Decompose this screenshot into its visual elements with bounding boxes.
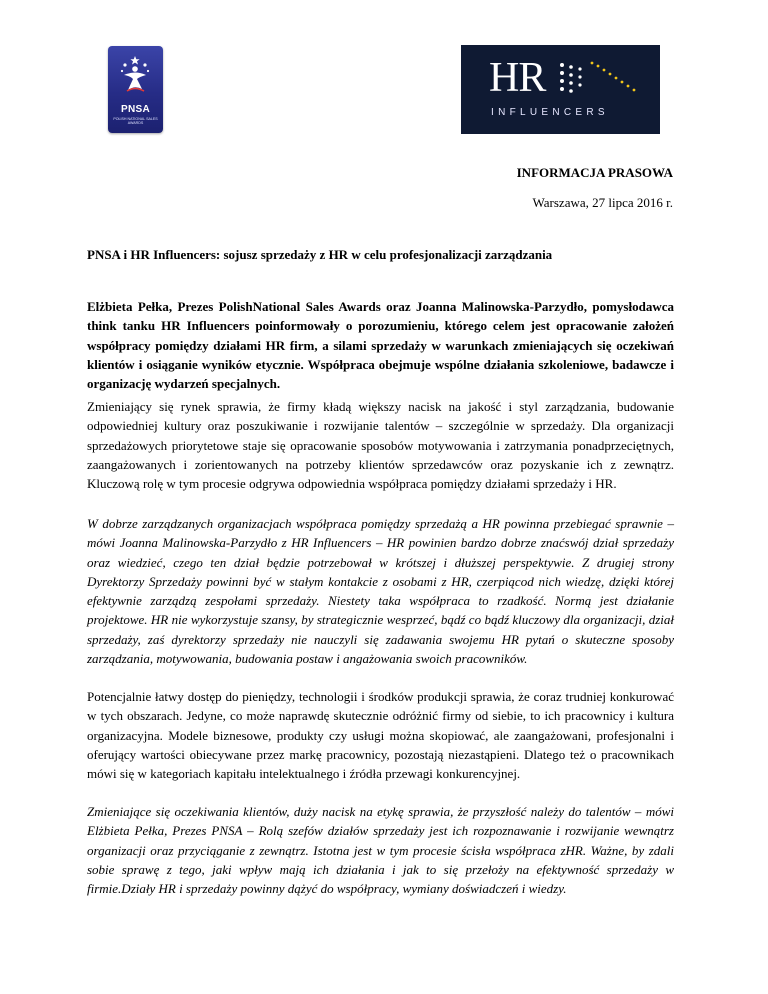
pnsa-logo-text: PNSA: [121, 104, 150, 115]
pnsa-logo: [108, 46, 163, 133]
quote-paragraph: Zmieniające się oczekiwania klientów, duży nacisk na etykę sprawia, że przyszłość należy do talentów – mówi Elżbieta Pełka, Prezes PNSA – Rolą szefów działów sprzedaży jest ich rozpoznawanie i rozwijanie wewnątrz organizacji oraz przyciąganie z zewnątrz. Istotna jest w tym procesie ścisła współpraca zHR. Ważne, by zdali sobie sprawę z tego, jaki wpływ mają ich działania i jak to się przełoży na efektywność sprzedaży w firmie.Działy HR i sprzedaży powinny dążyć do współpracy, wymiany doświadczeń i wiedzy.: [87, 804, 674, 897]
pnsa-logo-subtitle: POLISH NATIONAL SALES AWARDS: [113, 117, 158, 126]
hr-dots-icon: [556, 61, 646, 101]
headline: PNSA i HR Influencers: sojusz sprzedaży z HR w celu profesjonalizacji zarządzania: [87, 247, 553, 262]
hr-logo-subtitle: INFLUENCERS: [491, 107, 609, 118]
press-release-label: INFORMACJA PRASOWA: [516, 165, 673, 180]
body-paragraph: Potencjalnie łatwy dostęp do pieniędzy, technologii i środków produkcji sprawia, że coraz trudniej konkurować w tych obszarach. Jedyne, co może naprawdę skutecznie odróżnić firmy od siebie, to ich pracownicy i kultura organizacyjna. Modele biznesowe, produkty czy usługi można skopiować, ale zaangażowani, profesjonalni i oferujący wartości obiecywane przez markę pracownicy, pozostają niezastąpieni. Dlatego też o pracownikach mówi się w kategoriach kapitału intelektualnego i źródła przewagi konkurencyjnej.: [87, 689, 674, 782]
body-paragraph: Zmieniający się rynek sprawia, że firmy kładą większy nacisk na jakość i styl zarządzania, budowanie odpowiedniej kultury oraz poszukiwanie i rozwijanie talentów – szczególnie w sprzedaży. Dla organizacji sprzedażowych priorytetowe staje się opracowanie sposobów motywowania i zatrzymania ponadprzeciętnych, zaangażowanych i zorientowanych na potrzeby klientów sprzedawców oraz pozyskanie ich z zewnątrz. Kluczową rolę w tym procesie odgrywa odpowiednia współpraca pomiędzy działami sprzedaży i HR.: [87, 399, 674, 492]
pnsa-star-figure-icon: [118, 55, 153, 95]
hr-logo-text: HR: [489, 55, 546, 101]
hr-influencers-logo: [461, 45, 660, 134]
dateline: Warszawa, 27 lipca 2016 r.: [532, 195, 673, 210]
quote-paragraph: W dobrze zarządzanych organizacjach współpraca pomiędzy sprzedażą a HR powinna przebiegać sprawnie – mówi Joanna Malinowska-Parzydło z HR Influencers – HR powinien bardzo dobrze znaćswój dział sprzedaży oraz wiedzieć, czego ten dział będzie potrzebował w krótszej i dłuższej perspektywie. Z drugiej strony Dyrektorzy Sprzedaży powinni być w stałym kontakcie z osobami z HR, czerpiącod nich wiedzę, dzięki której efektywnie zarządzą zespołami sprzedaży. Niestety taka współpraca to rzadkość. Normą jest działanie projektowe. HR nie wykorzystuje szansy, by strategicznie wesprzeć, bądź co bądź kluczowy dla organizacji, dział sprzedaży, zaś dyrektorzy sprzedaży nie nauczyli się zadawania swojemu HR pytań o skuteczne sposoby zarządzania, motywowania, budowania postaw i angażowania swoich pracowników.: [87, 516, 674, 667]
lead-paragraph: Elżbieta Pełka, Prezes PolishNational Sales Awards oraz Joanna Malinowska-Parzydło, pomysłodawca think tanku HR Influencers poinformowały o porozumieniu, którego celem jest opracowanie założeń współpracy pomiędzy działami HR firm, a silami sprzedaży w warunkach zmieniających się oczekiwań klientów i osiąganie wyników etycznie. Współpraca obejmuje wspólne działania szkoleniowe, badawcze i organizację wydarzeń specjalnych.: [87, 299, 674, 392]
